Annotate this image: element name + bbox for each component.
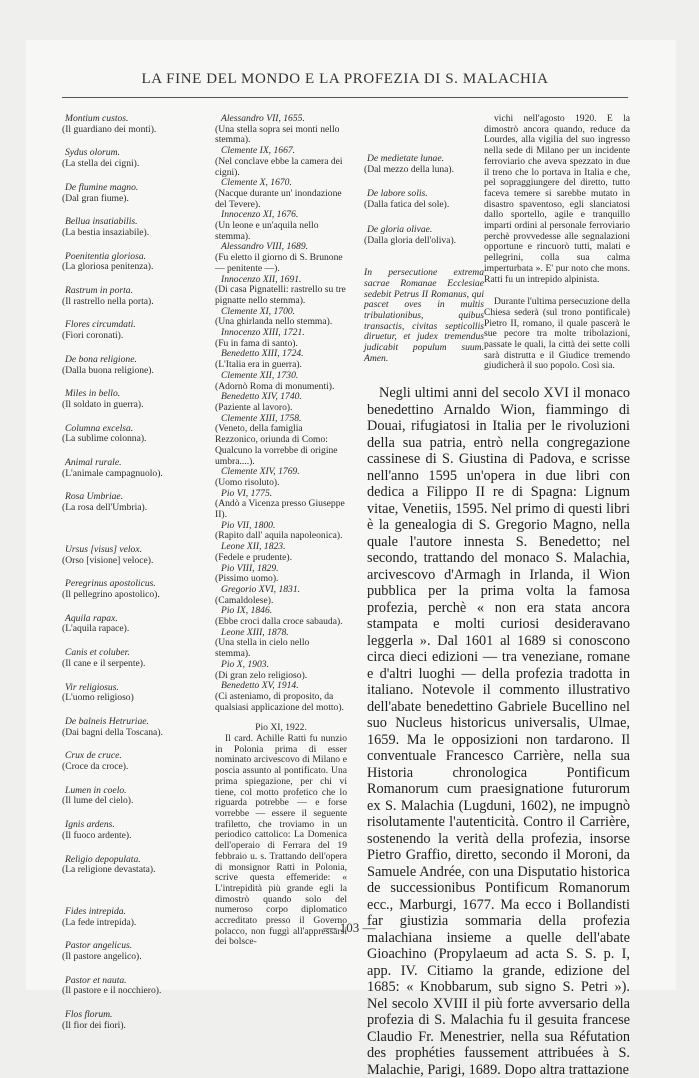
motto-translation: (La rosa dell'Umbria).	[62, 502, 148, 514]
pope-latin: Pio VIII, 1829.	[221, 562, 279, 574]
pope-entry	[215, 564, 347, 585]
motto-last-entry	[364, 225, 484, 246]
motto-translation: (Orso [visione] veloce).	[62, 554, 154, 566]
motto-latin: Columna excelsa.	[65, 422, 134, 434]
pope-entry	[215, 606, 347, 627]
motto-entry	[62, 286, 212, 307]
spacer	[62, 889, 212, 907]
motto-latin: Fides intrepida.	[65, 905, 126, 917]
motto-entry	[62, 820, 212, 841]
motto-entry	[62, 389, 212, 410]
motto-entry	[62, 614, 212, 635]
pope-latin: Alessandro VII, 1655.	[221, 113, 305, 124]
motto-translation: (Dal gran fiume).	[62, 192, 129, 204]
pope-entry	[215, 114, 347, 146]
motto-entry	[62, 183, 212, 204]
motto-translation: (Il rastrello nella porta).	[62, 295, 154, 307]
motto-translation: (Il fuoco ardente).	[62, 829, 132, 841]
motto-last-latin: De medietate lunae.	[367, 153, 444, 164]
pope-translation: (Rapito dall' aquila napoleonica).	[215, 530, 343, 542]
page-title: LA FINE DEL MONDO E LA PROFEZIA DI S. MALACHIA	[141, 71, 549, 87]
motto-entry	[62, 252, 212, 273]
pope-translation: (L'Italia era in guerra).	[215, 359, 302, 371]
motto-translation: (La bestia insaziabile).	[62, 226, 150, 238]
motto-translation: (La religione devastata).	[62, 864, 156, 876]
pope-translation: (Nacque durante un' inondazione del Tevere).	[215, 187, 342, 210]
motto-latin: Canis et coluber.	[65, 647, 130, 659]
motto-entry	[62, 458, 212, 479]
motto-latin: Flores circumdati.	[65, 319, 136, 331]
pope-latin: Benedetto XV, 1914.	[221, 680, 299, 692]
motto-last-entry	[364, 189, 484, 210]
motto-latin: Flos florum.	[65, 1009, 113, 1021]
motto-translation: (Il cane e il serpente).	[62, 657, 146, 669]
motto-translation: (La fede intrepida).	[62, 916, 137, 928]
motto-latin: Ursus [visus] velox.	[65, 543, 143, 555]
motto-last-translation: (Dal mezzo della luna).	[364, 163, 455, 175]
pope-entry	[215, 328, 347, 349]
motto-latin: Crux de cruce.	[65, 750, 122, 762]
motto-last-latin: De labore solis.	[367, 188, 428, 200]
pope-latin: Benedetto XIII, 1724.	[221, 348, 304, 360]
pope-translation: (Pissimo uomo).	[215, 573, 279, 585]
motto-translation: (Il fior dei fiori).	[62, 1019, 126, 1031]
pope-entry	[215, 489, 347, 521]
motto-translation: (Dai bagni della Toscana).	[62, 726, 163, 738]
motto-entry	[62, 148, 212, 169]
pope-translation: (Fu in fama di santo).	[215, 337, 298, 349]
pope-translation: (Veneto, della famiglia Rezzonico, oriunda di Como: Qualcuno la vorrebbe di origine umbra....).	[215, 423, 338, 467]
motto-latin: Montium custos.	[65, 113, 129, 124]
pope-entry	[215, 628, 347, 660]
motto-entry	[62, 545, 212, 566]
pope-latin: Innocenzo XI, 1676.	[221, 209, 299, 221]
main-paragraph: Negli ultimi anni del secolo XVI il monaco benedettino Arnaldo Wion, fiammingo di Douai, rifugiatosi in Italia per le rivoluzioni della sua patria, entrò nella congregazione cassinese di S. Giustina di Padova, e scrisse nell'anno 1595 un'opera in due libri con dedica a Filippo II re di Spagna: Lignum vitae, Venetiis, 1595. Nel primo di questi libri è la genealogia di S. Gregorio Magno, nella quale l'autore innesta S. Benedetto; nel secondo, trattando del monaco S. Malachia, arcivescovo d'Armagh in Irlanda, il Wion pubblica per la prima volta la famosa profezia, perchè « non era stata ancora stampata e molti curiosi desideravano leggerla ». Dal 1601 al 1689 si conoscono circa dieci edizioni — tra veneziane, romane e d'altri luoghi — della profezia tradotta in italiano. Notevole il commento illustrativo dell'abate benedettino Gabriele Bucellino nel suo Nucleus historicus universalis, Ulmae, 1659. Ma le opposizioni non tardarono. Il conventuale Francesco Carrière, nella sua Historia chronologica Pontificum Romanorum cum praesignatione futurorum ex S. Malachia (Lugduni, 1602), ne impugnò risolutamente l'autenticità. Contro il Carrière, sostenendo la verità della profezia, insorse Pietro Graffio, diretto, secondo il Moroni, da Samuele Andrée, con una Disputatio historica de successionibus Pontificum Romanorum ecc., Marburgi, 1677. Ma ecco i Bollandisti far giustizia sommaria della profezia malachiana insieme a quelle dell'abate Gioachino (Propylaeum ad acta S. S. p. I, app. IV. Citiamo la grande, edizione del 1685: « Knobbarum, sub signo S. Petri »). Nel secolo XVIII il più forte avversario della profezia di S. Malachia fu il gesuita francese Claudio Fr. Menestrier, nella sua Réfutation des prophéties faussement attribuées à S. Malachie, Parigi, 1689. Dopo altra trattazione	[367, 385, 630, 1078]
motto-latin: Religio depopulata.	[65, 853, 141, 865]
motto-latin: Peregrinus apostolicus.	[65, 578, 156, 590]
pope-entry	[215, 210, 347, 242]
continuation-column	[484, 114, 630, 372]
motto-translation: (La sublime colonna).	[62, 433, 147, 445]
pope-latin: Pio VII, 1800.	[221, 519, 276, 531]
motto-latin: Vir religiosus.	[65, 681, 119, 693]
motto-entry	[62, 320, 212, 341]
header-rule	[62, 97, 628, 98]
pope-entry	[215, 467, 347, 488]
motto-latin: Rastrum in porta.	[65, 285, 133, 297]
motto-latin: De bona religione.	[65, 353, 137, 365]
pope-translation: (Una stella in cielo nello stemma).	[215, 637, 310, 660]
spacer	[62, 527, 212, 545]
translation-paragraph: Durante l'ultima persecuzione della Chiesa sederà (sul trono pontificale) Pietro II, romano, il quale pascerà le sue pecore tra molte tribolazioni, passate le quali, la città dei sette colli sarà distrutta e il Giudice tremendo giudicherà il suo popolo. Così sia.	[484, 296, 630, 372]
motto-entry	[62, 976, 212, 997]
pope-latin: Clemente IX, 1667.	[221, 145, 296, 157]
motto-translation: (Il lume del cielo).	[62, 795, 134, 807]
motto-latin: Rosa Umbriae.	[65, 491, 124, 503]
motto-latin: Ignis ardens.	[65, 819, 115, 831]
pope-translation: (Uomo risoluto).	[215, 476, 280, 488]
motto-last-entry	[364, 154, 484, 175]
pope-entry	[215, 681, 347, 713]
pope-entry	[215, 521, 347, 542]
pope-latin: Clemente X, 1670.	[221, 177, 292, 189]
motto-translation: (Il guardiano dei monti).	[62, 123, 157, 135]
motto-translation: (Il pastore e il nocchiero).	[62, 985, 162, 997]
motto-translation: (La gloriosa penitenza).	[62, 261, 154, 273]
motto-entry	[62, 217, 212, 238]
motto-translation: (Fiori coronati).	[62, 330, 124, 342]
pope-latin: Pio X, 1903.	[221, 658, 269, 670]
motto-entry	[62, 114, 212, 135]
pope-latin: Clemente XI, 1700.	[221, 305, 296, 317]
pope-translation: (Nel conclave ebbe la camera dei cigni).	[215, 155, 343, 178]
motto-translation: (Croce da croce).	[62, 761, 129, 773]
pope-translation: (Di gran zelo religioso).	[215, 669, 308, 681]
pope-translation: (Di casa Pignatelli: rastrello su tre pignatte nello stemma).	[215, 284, 346, 306]
main-text	[367, 385, 630, 1078]
motto-last-translation: (Dalla gloria dell'oliva).	[364, 234, 457, 246]
pope-latin: Innocenzo XII, 1691.	[221, 273, 302, 285]
motto-last-translation: (Dalla fatica del sole).	[364, 199, 450, 211]
motto-entry	[62, 579, 212, 600]
motto-latin: Pastor et nauta.	[65, 974, 127, 986]
pope-latin: Leone XIII, 1878.	[221, 626, 289, 638]
pope-entry	[215, 414, 347, 468]
pope-entry	[215, 307, 347, 328]
pope-translation: (Una stella sopra sei monti nello stemma).	[215, 123, 340, 146]
pope-entry	[215, 660, 347, 681]
pope-translation: (Andò a Vicenza presso Giuseppe II).	[215, 498, 345, 521]
last-mottos-column	[364, 154, 484, 365]
continuation-paragraph: vichi nell'agosto 1920. E la dimostrò ancora quando, reduce da Lourdes, alla vigilia del suo ingresso nella sede di Milano per un incidente ferroviario che aveva spezzato in due il treno che lo portava in Italia e che, pel sopraggiungere del diretto, tutto faceva temere si sarebbe mutato in disastro spaventoso, egli slanciatosi dallo sportello, agile e tranquillo imparti ordini al personale ferroviario perchè provvedesse alle segnalazioni opportune e rincuorò tutti, malati e pellegrini, colla sua calma imperturbata ». E' pur noto che mons. Ratti fu un intrepido alpinista.	[484, 113, 630, 285]
motto-latin: Pastor angelicus.	[65, 940, 133, 952]
page-number: — 103 —	[323, 920, 376, 935]
pope-entry	[215, 392, 347, 413]
motto-column	[62, 114, 212, 1045]
motto-entry	[62, 717, 212, 738]
pope-translation: (Una ghirlanda nello stemma).	[215, 316, 333, 328]
motto-latin: Miles in bello.	[65, 388, 121, 400]
pope-latin: Innocenzo XIII, 1721.	[221, 327, 305, 339]
motto-translation: (Dalla buona religione).	[62, 364, 154, 376]
motto-translation: (Il pastore angelico).	[62, 951, 142, 963]
pope-latin: Alessandro VIII, 1689.	[221, 241, 309, 253]
motto-latin: Aquila rapax.	[65, 612, 118, 624]
motto-translation: (L'uomo religioso)	[62, 692, 134, 704]
pope-latin: Pio IX, 1846.	[221, 605, 273, 617]
motto-last-latin: De gloria olivae.	[367, 223, 433, 235]
motto-translation: (La stella dei cigni).	[62, 158, 140, 170]
motto-entry	[62, 492, 212, 513]
pope-latin: Clemente XIV, 1769.	[221, 466, 300, 478]
pope-entry	[215, 242, 347, 274]
motto-latin: De flumine magno.	[65, 181, 139, 193]
motto-latin: De balneis Hetruriae.	[65, 715, 149, 727]
pope-entry	[215, 371, 347, 392]
pope-translation: (Un leone e un'aquila nello stemma).	[215, 220, 319, 242]
pope-translation: (Ebbe croci dalla croce sabauda).	[215, 616, 343, 628]
motto-entry	[62, 751, 212, 772]
pope-entry	[215, 349, 347, 370]
motto-translation: (L'aquila rapace).	[62, 623, 130, 635]
pope-entry	[215, 146, 347, 178]
pope-entry	[215, 585, 347, 606]
motto-entry	[62, 941, 212, 962]
motto-latin: Lumen in coelo.	[65, 784, 127, 796]
motto-entry	[62, 355, 212, 376]
pope-translation: (Fedele e prudente).	[215, 551, 292, 563]
motto-translation: (L'animale campagnuolo).	[62, 467, 163, 479]
motto-latin: Animal rurale.	[65, 457, 122, 469]
motto-entry	[62, 648, 212, 669]
pope-column	[215, 114, 347, 948]
motto-latin: Bellua insatiabilis.	[65, 216, 138, 228]
motto-entry	[62, 1010, 212, 1031]
motto-translation: (Il soldato in guerra).	[62, 398, 144, 410]
pius-xi-text: Il card. Achille Ratti fu nunzio in Polonia prima di esser nominato arcivescovo di Milano e poscia assunto al pontificato. Una prima spiegazione, per chi vi tiene, col motto profetico che lo riguarda potrebbe — e forse vorrebbe — essere il seguente trafiletto, che troviamo in un periodico cattolico: La Domenica dell'operaio di Ferrara del 19 febbraio u. s. Trattando dell'opera di monsignor Ratti in Polonia, scrive questa effemeride: « L'intrepidità più grande egli la dimostrò quando solo del numeroso corpo diplomatico accreditato presso il Governo polacco, non fuggì all'appressarsi dei bolsce-	[215, 733, 347, 948]
pope-entry	[215, 542, 347, 563]
pope-translation: (Ci asteniamo, di proposito, da qualsiasi applicazione del motto).	[215, 690, 344, 713]
latin-quote: In persecutione extrema sacrae Romanae Ecclesiae sedebit Petrus II Romanus, qui pascet oves in multis tribulationibus, quibus transactis, civitas septicollis diruetur, et judex tremendus judicabit populum suum. Amen.	[364, 267, 484, 364]
pope-entry	[215, 178, 347, 210]
pope-latin: Pio VI, 1775.	[221, 487, 273, 499]
pope-latin: Leone XII, 1823.	[221, 541, 286, 553]
pope-latin: Benedetto XIV, 1740.	[221, 391, 302, 403]
pope-latin: Clemente XIII, 1758.	[221, 412, 302, 424]
pope-translation: (Camaldolese).	[215, 594, 274, 606]
motto-entry	[62, 786, 212, 807]
motto-latin: Poenitentia gloriosa.	[65, 250, 147, 262]
motto-entry	[62, 855, 212, 876]
pope-latin: Gregorio XVI, 1831.	[221, 583, 301, 595]
pope-translation: (Paziente al lavoro).	[215, 401, 293, 413]
motto-entry	[62, 683, 212, 704]
pope-translation: (Adornò Roma di monumenti).	[215, 380, 335, 392]
motto-translation: (Il pellegrino apostolico).	[62, 588, 160, 600]
motto-entry	[62, 424, 212, 445]
pope-entry	[215, 275, 347, 307]
pope-latin: Clemente XII, 1730.	[221, 369, 299, 381]
pius-xi-title: Pio XI, 1922.	[255, 722, 307, 734]
motto-latin: Sydus olorum.	[65, 147, 120, 159]
pope-translation: (Fu eletto il giorno di S. Brunone — penitente —).	[215, 252, 343, 274]
